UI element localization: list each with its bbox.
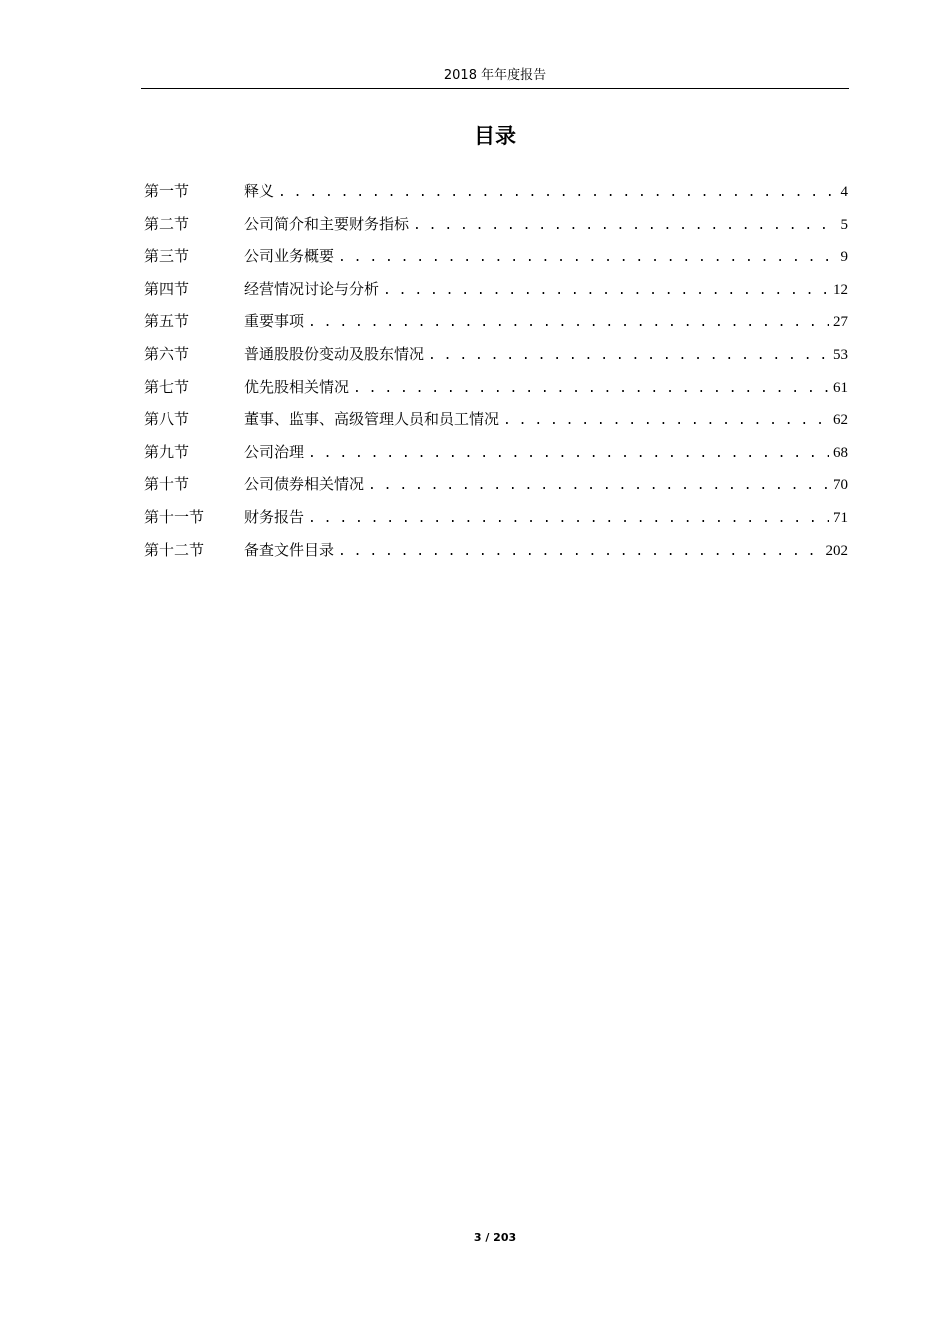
toc-entry-1[interactable] [144, 178, 848, 211]
toc-page-number: 62 [833, 412, 848, 429]
toc-page-number: 71 [833, 509, 848, 526]
toc-entry-10[interactable] [144, 471, 848, 504]
toc-section-title: 普通股股份变动及股东情况 [244, 344, 425, 363]
dot-leader [338, 245, 836, 271]
toc-page-number: 12 [833, 281, 848, 298]
toc-section-number: 第三节 [144, 247, 190, 266]
toc-title: 目录 [474, 124, 516, 148]
page-footer-number: 3 / 203 [473, 1231, 517, 1244]
toc-section-title: 公司债券相关情况 [244, 475, 365, 494]
toc-section-number: 第七节 [144, 377, 190, 396]
dot-leader [308, 310, 829, 336]
toc-section-number: 第十二节 [144, 540, 205, 559]
toc-page-number: 68 [833, 444, 848, 461]
toc-entry-4[interactable] [144, 276, 848, 309]
dot-leader [353, 376, 829, 402]
toc-section-number: 第十节 [144, 475, 190, 494]
toc-section-title: 董事、监事、高级管理人员和员工情况 [244, 410, 500, 429]
toc-section-title: 重要事项 [244, 312, 305, 331]
dot-leader [278, 180, 836, 206]
page-header: 2018 年年度报告 [443, 68, 547, 83]
toc-list [144, 178, 848, 569]
toc-page-number: 27 [833, 314, 848, 331]
dot-leader [308, 506, 829, 532]
toc-entry-6[interactable] [144, 341, 848, 374]
dot-leader [428, 343, 829, 369]
toc-page-number: 70 [833, 477, 848, 494]
toc-section-title: 优先股相关情况 [244, 377, 350, 396]
toc-section-title: 公司简介和主要财务指标 [244, 214, 410, 233]
toc-section-number: 第十一节 [144, 507, 205, 526]
header-divider [141, 88, 849, 89]
toc-entry-9[interactable] [144, 439, 848, 472]
toc-section-number: 第八节 [144, 410, 190, 429]
toc-section-title: 释义 [244, 182, 275, 200]
toc-section-title: 公司业务概要 [244, 247, 335, 266]
toc-section-number: 第二节 [144, 214, 190, 233]
toc-entry-3[interactable] [144, 243, 848, 276]
dot-leader [338, 539, 821, 565]
dot-leader [308, 441, 829, 467]
dot-leader [368, 473, 829, 499]
toc-page-number: 4 [840, 184, 848, 200]
toc-section-title: 公司治理 [244, 442, 305, 461]
toc-entry-12[interactable] [144, 537, 848, 570]
toc-section-title: 财务报告 [244, 507, 305, 526]
toc-entry-8[interactable] [144, 406, 848, 439]
toc-section-number: 第四节 [144, 279, 190, 298]
toc-section-number: 第六节 [144, 344, 190, 363]
toc-section-number: 第五节 [144, 312, 190, 331]
toc-section-title: 经营情况讨论与分析 [244, 279, 380, 298]
toc-page-number: 61 [833, 379, 848, 396]
toc-page-number: 202 [825, 542, 848, 559]
toc-section-title: 备查文件目录 [244, 540, 335, 559]
toc-entry-7[interactable] [144, 374, 848, 407]
dot-leader [503, 408, 829, 434]
dot-leader [413, 213, 836, 239]
toc-page-number: 9 [840, 249, 848, 266]
toc-page-number: 53 [833, 346, 848, 363]
toc-entry-5[interactable] [144, 308, 848, 341]
toc-entry-2[interactable] [144, 211, 848, 244]
toc-section-number: 第一节 [144, 182, 190, 200]
toc-page-number: 5 [840, 216, 848, 233]
dot-leader [383, 278, 829, 304]
toc-section-number: 第九节 [144, 442, 190, 461]
toc-entry-11[interactable] [144, 504, 848, 537]
